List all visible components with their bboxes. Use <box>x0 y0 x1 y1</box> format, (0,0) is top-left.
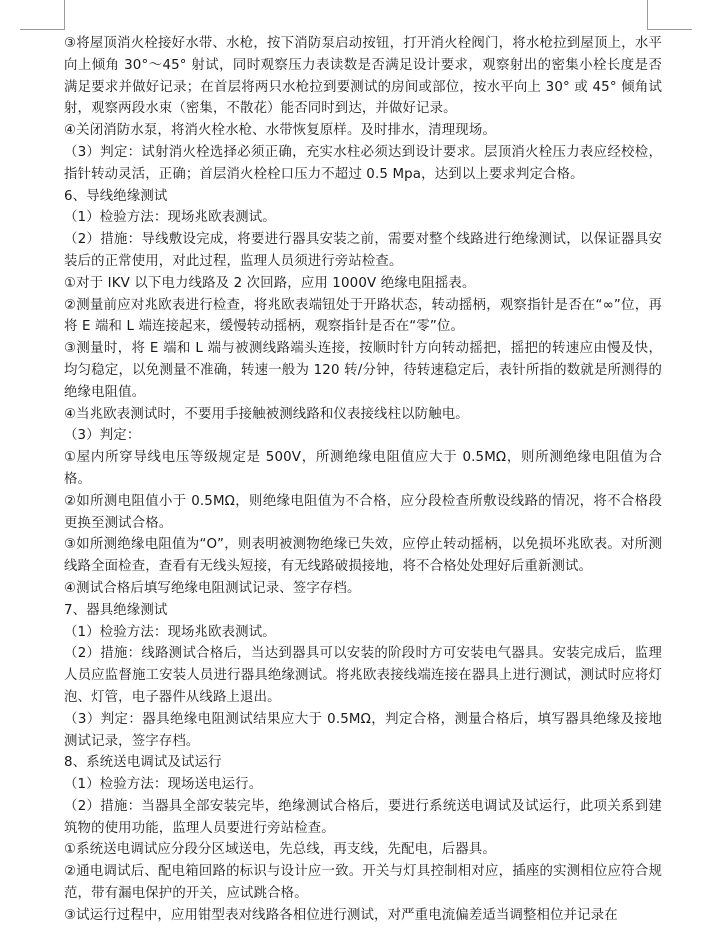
paragraph-wire-step-2: ②测量前应对兆欧表进行检查，将兆欧表端钮处于开路状态，转动摇柄，观察指针是否在“∞”位，再将 E 端和 L 端连接起来，缓慢转动摇柄，观察指针是否在“零”位。 <box>64 297 662 335</box>
paragraph-system-step-2: ②通电调试后、配电箱回路的标识与设计应一致。开关与灯具控制相对应，插座的实测相位应符合规范，带有漏电保护的开关，应试跳合格。 <box>64 864 662 902</box>
paragraph-wire-measures: （2）措施：导线敷设完成，将要进行器具安装之前，需要对整个线路进行绝缘测试，以保证器具安装后的正常使用，对此过程，监理人员须进行旁站检查。 <box>64 232 662 269</box>
paragraph-wire-judgement-1: ①屋内所穿导线电压等级规定是 500V，所测绝缘电阻值应大于 0.5MΩ，则所测绝缘电阻值为合格。 <box>64 450 662 487</box>
heading-fixture-insulation-test: 7、器具绝缘测试 <box>64 602 168 618</box>
paragraph-system-step-1: ①系统送电调试应分段分区域送电，先总线，再支线，先配电，后器具。 <box>64 842 496 858</box>
crop-mark-left-vertical <box>64 0 65 30</box>
paragraph-fixture-judgement: （3）判定：器具绝缘电阻测试结果应大于 0.5MΩ，判定合格，测量合格后，填写器具绝缘及接地测试记录，签字存档。 <box>64 711 662 749</box>
document-page <box>64 33 662 927</box>
paragraph-wire-judgement-2: ②如所测电阻值小于 0.5MΩ，则绝缘电阻值为不合格，应分段检查所敷设线路的情况，将不合格段更换至测试合格。 <box>64 493 662 531</box>
paragraph-fixture-measures: （2）措施：线路测试合格后，当达到器具可以安装的阶段时方可安装电气器具。安装完成后，监理人员应监督施工安装人员进行器具绝缘测试。将兆欧表接线端连接在器具上进行测试，测试时应将灯泡、灯管，电子器件从线路上退出。 <box>64 646 662 705</box>
paragraph-wire-step-4: ④当兆欧表测试时，不要用手接触被测线路和仪表接线柱以防触电。 <box>64 406 469 422</box>
paragraph-wire-method: （1）检验方法：现场兆欧表测试。 <box>64 210 276 226</box>
paragraph-close-pump: ④关闭消防水泵，将消火栓水枪、水带恢复原样。及时排水，清理现场。 <box>64 123 496 139</box>
paragraph-system-measures: （2）措施：当器具全部安装完毕，绝缘测试合格后，要进行系统送电调试及试运行，此项关系到建筑物的使用功能，监理人员要进行旁站检查。 <box>64 798 662 836</box>
heading-wire-insulation-test: 6、导线绝缘测试 <box>64 188 168 204</box>
paragraph-hydrant-test-roof: ③将屋顶消火栓接好水带、水枪，按下消防泵启动按钮，打开消火栓阀门，将水枪拉到屋顶上，水平向上倾角 30°～45° 射试，同时观察压力表读数是否满足设计要求，观察射出的密集小栓长度是否满足要求并做好记录；在首层将两只水枪拉到要测试的房间或部位，按水平向上 30° 或 45° 倾角试射，观察两段水束（密集，不散花）能否同时到达，并做好记录。 <box>64 36 662 117</box>
crop-mark-right-horizontal <box>648 29 692 30</box>
paragraph-system-method: （1）检验方法：现场送电运行。 <box>64 777 263 793</box>
paragraph-hydrant-judgement: （3）判定：试射消火栓选择必须正确，充实水柱必须达到设计要求。层顶消火栓压力表应经校检，指针转动灵活，正确；首层消火栓栓口压力不超过 0.5 Mpa，达到以上要求判定合格。 <box>64 144 662 182</box>
paragraph-fixture-method: （1）检验方法：现场兆欧表测试。 <box>64 624 276 640</box>
paragraph-system-step-3: ③试运行过程中，应用钳型表对线路各相位进行测试，对严重电流偏差适当调整相位并记录在 <box>64 907 618 923</box>
paragraph-wire-judgement-heading: （3）判定： <box>64 428 141 444</box>
paragraph-wire-judgement-3: ③如所测绝缘电阻值为“O”，则表明被测物绝缘已失效，应停止转动摇柄，以免损坏兆欧表。对所测线路全面检查，查看有无线头短接，有无线路破损接地，将不合格处处理好后重新测试。 <box>64 537 662 575</box>
paragraph-wire-step-3: ③测量时，将 E 端和 L 端与被测线路端头连接，按顺时针方向转动摇把，摇把的转速应由慢及快，均匀稳定，以免测量不准确，转速一般为 120 转/分钟，待转速稳定后，表针所指的数就是所测得的绝缘电阻值。 <box>64 341 662 400</box>
crop-mark-left-horizontal <box>20 29 64 30</box>
paragraph-wire-judgement-4: ④测试合格后填写绝缘电阻测试记录、签字存档。 <box>64 580 361 596</box>
crop-mark-right-vertical <box>647 0 648 30</box>
paragraph-wire-step-1: ①对于 IKV 以下电力线路及 2 次回路，应用 1000V 绝缘电阻摇表。 <box>64 275 476 291</box>
heading-system-power-test: 8、系统送电调试及试运行 <box>64 755 222 771</box>
